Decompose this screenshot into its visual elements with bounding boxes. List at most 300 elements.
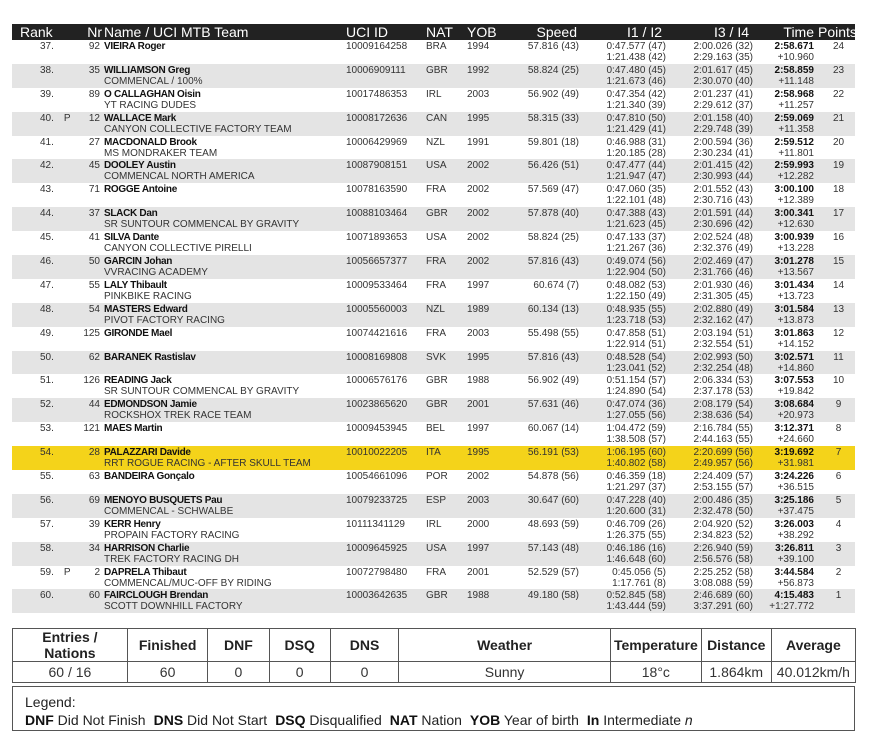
table-row <box>12 136 855 160</box>
uci-id: 10087908151 <box>346 160 408 172</box>
legend-desc: Did Not Start <box>187 712 268 728</box>
rider-cell <box>104 112 346 136</box>
intermediate-2: 1:22.914 (51) <box>606 338 666 350</box>
rank-value: 46. <box>40 256 54 268</box>
intermediate-3: 2:20.699 (56) <box>693 447 753 459</box>
bib-number: 71 <box>88 184 100 196</box>
header-nat: NAT <box>426 24 453 40</box>
rider-name: READING Jack <box>104 375 172 387</box>
summary-header: Average <box>771 629 855 662</box>
finish-time: 3:01.863 <box>774 327 814 339</box>
bib-number: 63 <box>88 471 100 483</box>
table-row <box>12 183 855 207</box>
team-name: MS MONDRAKER TEAM <box>104 147 218 159</box>
year-of-birth: 2002 <box>467 471 490 483</box>
uci-id: 10023865620 <box>346 399 408 411</box>
points: 20 <box>832 136 845 148</box>
summary-value: 0 <box>269 662 330 683</box>
intermediate-1: 0:47.228 (40) <box>606 494 666 506</box>
rank-value: 56. <box>40 494 54 506</box>
legend-abbr: In <box>586 712 600 728</box>
rank-cell <box>12 327 74 351</box>
nation: FRA <box>426 566 446 578</box>
team-name: ROCKSHOX TREK RACE TEAM <box>104 410 252 422</box>
intermediates-3-4 <box>672 136 759 160</box>
points: 8 <box>835 423 842 435</box>
intermediate-1: 0:46.359 (18) <box>606 471 666 483</box>
nation: POR <box>426 471 448 483</box>
intermediate-1: 0:48.528 (54) <box>606 351 666 363</box>
year-of-birth: 1989 <box>467 303 490 315</box>
finish-time: 3:08.684 <box>774 399 814 411</box>
intermediates-1-2 <box>585 207 672 231</box>
rank-value: 52. <box>40 399 54 411</box>
table-row <box>12 542 855 566</box>
intermediate-1: 0:48.935 (55) <box>606 303 666 315</box>
intermediate-2: 1:23.041 (52) <box>606 362 666 374</box>
time-cell <box>759 88 814 112</box>
intermediate-3: 2:01.237 (41) <box>693 88 753 100</box>
rider-name: WALLACE Mark <box>104 112 176 124</box>
rank-value: 57. <box>40 518 54 530</box>
nation: BRA <box>426 41 447 52</box>
rider-cell <box>104 351 346 375</box>
rank-value: 49. <box>40 327 54 339</box>
intermediate-1: 0:46.186 (16) <box>606 542 666 554</box>
summary-value: 1.864km <box>701 662 771 683</box>
table-row <box>12 518 855 542</box>
speed: 58.824 (25) <box>527 232 579 244</box>
team-name: TREK FACTORY RACING DH <box>104 553 240 565</box>
rider-cell <box>104 231 346 255</box>
summary-header: DNF <box>208 629 269 662</box>
intermediate-2: 1:40.802 (58) <box>606 458 666 470</box>
intermediate-2: 1:22.904 (50) <box>606 267 666 279</box>
intermediate-1: 0:47.577 (47) <box>606 41 666 52</box>
intermediate-2: 1:21.340 (39) <box>606 99 666 111</box>
finish-time: 3:01.584 <box>774 303 814 315</box>
intermediate-2: 1:24.890 (54) <box>606 386 666 398</box>
finish-time: 3:02.571 <box>774 351 814 363</box>
intermediates-3-4 <box>672 470 759 494</box>
summary-header: DNS <box>330 629 398 662</box>
rank-value: 53. <box>40 423 54 435</box>
header-i3-i4: I3 / I4 <box>713 24 749 40</box>
intermediate-2: 1:38.508 (57) <box>606 434 666 446</box>
points: 18 <box>832 184 845 196</box>
time-cell <box>759 470 814 494</box>
intermediates-1-2 <box>585 88 672 112</box>
nation: ITA <box>426 447 441 459</box>
finish-time: 2:59.993 <box>774 160 814 172</box>
time-cell <box>759 542 814 566</box>
time-gap: +39.100 <box>777 553 814 565</box>
year-of-birth: 1997 <box>467 279 490 291</box>
nation: ESP <box>426 494 447 506</box>
intermediate-1: 0:47.858 (51) <box>606 327 666 339</box>
intermediate-3: 2:26.940 (59) <box>693 542 753 554</box>
intermediate-2: 1:17.761 (8) <box>612 577 666 589</box>
table-row <box>12 112 855 136</box>
summary-value: Sunny <box>399 662 611 683</box>
rider-name: LALY Thibault <box>104 279 167 291</box>
intermediates-1-2 <box>585 136 672 160</box>
intermediates-3-4 <box>672 40 759 64</box>
summary-value: 60 / 16 <box>13 662 128 683</box>
intermediate-2: 1:21.429 (41) <box>606 123 666 135</box>
nation: IRL <box>426 518 442 530</box>
intermediates-1-2 <box>585 566 672 590</box>
rank-cell <box>12 136 74 160</box>
finish-time: 3:12.371 <box>774 423 814 435</box>
time-gap: +20.973 <box>777 410 814 422</box>
legend-items <box>25 712 701 728</box>
intermediate-4: 2:49.957 (56) <box>693 458 753 470</box>
intermediate-1: 0:49.074 (56) <box>606 256 666 268</box>
rider-cell <box>104 398 346 422</box>
rank-cell <box>12 542 74 566</box>
time-cell <box>759 207 814 231</box>
intermediates-1-2 <box>585 40 672 64</box>
team-name: PROPAIN FACTORY RACING <box>104 529 240 541</box>
bib-number: 28 <box>88 447 100 459</box>
intermediates-3-4 <box>672 303 759 327</box>
points: 4 <box>835 518 842 530</box>
nation: GBR <box>426 64 448 76</box>
time-cell <box>759 327 814 351</box>
table-row <box>12 327 855 351</box>
time-cell <box>759 494 814 518</box>
time-gap: +14.152 <box>777 338 814 350</box>
intermediates-1-2 <box>585 542 672 566</box>
speed: 56.902 (49) <box>527 88 579 100</box>
intermediates-3-4 <box>672 351 759 375</box>
intermediate-4: 2:37.178 (53) <box>693 386 753 398</box>
bib-number: 50 <box>88 256 100 268</box>
time-cell <box>759 183 814 207</box>
rider-cell <box>104 64 346 88</box>
intermediate-3: 2:01.552 (43) <box>693 184 753 196</box>
header-name: Name / UCI MTB Team <box>104 24 249 40</box>
intermediates-3-4 <box>672 159 759 183</box>
table-row <box>12 207 855 231</box>
nation: IRL <box>426 88 442 100</box>
intermediate-3: 2:16.784 (55) <box>693 423 753 435</box>
year-of-birth: 2003 <box>467 494 490 506</box>
legend-abbr: DNF <box>25 712 54 728</box>
nation: NZL <box>426 136 445 148</box>
intermediate-3: 2:02.993 (50) <box>693 351 753 363</box>
points: 24 <box>832 41 845 52</box>
rider-cell <box>104 255 346 279</box>
intermediate-1: 0:47.060 (35) <box>606 184 666 196</box>
rank-cell <box>12 518 74 542</box>
points: 7 <box>835 447 842 459</box>
nation: BEL <box>426 423 445 435</box>
bib-number: 35 <box>88 64 100 76</box>
time-gap: +13.723 <box>777 290 814 302</box>
rank-cell <box>12 255 74 279</box>
table-row <box>12 279 855 303</box>
rank-value: 54. <box>40 447 54 459</box>
bib-number: 27 <box>88 136 100 148</box>
team-name: COMMENCAL NORTH AMERICA <box>104 171 255 183</box>
summary-header: Entries / Nations <box>13 629 128 662</box>
time-gap: +1:27.772 <box>769 601 814 613</box>
finish-time: 3:00.341 <box>774 208 814 220</box>
time-cell <box>759 518 814 542</box>
intermediates-3-4 <box>672 374 759 398</box>
legend-desc: Did Not Finish <box>57 712 146 728</box>
intermediates-3-4 <box>672 589 759 613</box>
table-row <box>12 566 855 590</box>
intermediate-4: 2:29.163 (35) <box>693 52 753 63</box>
intermediate-3: 2:06.334 (53) <box>693 375 753 387</box>
intermediate-4: 2:31.305 (45) <box>693 290 753 302</box>
finish-time: 2:59.512 <box>774 136 814 148</box>
year-of-birth: 1988 <box>467 375 490 387</box>
speed: 30.647 (60) <box>527 494 579 506</box>
time-gap: +38.292 <box>777 529 814 541</box>
time-cell <box>759 40 814 64</box>
rank-value: 42. <box>40 160 54 172</box>
uci-id: 10009645925 <box>346 542 408 554</box>
table-row <box>12 64 855 88</box>
bib-number: 37 <box>88 208 100 220</box>
rider-name: ROGGE Antoine <box>104 184 177 196</box>
intermediate-2: 1:21.267 (36) <box>606 243 666 255</box>
team-name: COMMENCAL/MUC-OFF BY RIDING <box>104 577 272 589</box>
intermediate-3: 2:01.930 (46) <box>693 279 753 291</box>
intermediate-1: 0:46.709 (26) <box>606 518 666 530</box>
team-name: YT RACING DUDES <box>104 99 197 111</box>
summary-header: Distance <box>701 629 771 662</box>
intermediates-3-4 <box>672 422 759 446</box>
intermediates-3-4 <box>672 207 759 231</box>
bib-number: 62 <box>88 351 100 363</box>
race-summary-table <box>12 628 856 683</box>
finish-time: 3:25.186 <box>774 494 814 506</box>
legend-abbr: YOB <box>469 712 501 728</box>
points: 5 <box>835 494 842 506</box>
points: 9 <box>835 399 842 411</box>
bib-number: 60 <box>88 590 100 602</box>
intermediate-3: 2:02.469 (47) <box>693 256 753 268</box>
intermediates-1-2 <box>585 183 672 207</box>
rank-value: 58. <box>40 542 54 554</box>
intermediate-1: 0:47.074 (36) <box>606 399 666 411</box>
table-row <box>12 494 855 518</box>
table-row <box>12 398 855 422</box>
intermediate-2: 1:26.375 (55) <box>606 529 666 541</box>
uci-id: 10111341129 <box>346 518 405 530</box>
year-of-birth: 2001 <box>467 399 490 411</box>
legend-box <box>12 686 855 731</box>
rank-flag: P <box>63 112 71 124</box>
intermediates-1-2 <box>585 303 672 327</box>
nation: GBR <box>426 590 448 602</box>
points: 16 <box>832 232 845 244</box>
intermediates-3-4 <box>672 255 759 279</box>
rider-cell <box>104 279 346 303</box>
table-row <box>12 231 855 255</box>
uci-id: 10009164258 <box>346 41 408 52</box>
table-row <box>12 303 855 327</box>
finish-time: 3:26.003 <box>774 518 814 530</box>
intermediates-3-4 <box>672 566 759 590</box>
uci-id: 10010022205 <box>346 447 408 459</box>
results-table <box>12 24 855 613</box>
time-cell <box>759 303 814 327</box>
points: 11 <box>833 351 844 363</box>
intermediate-3: 2:01.415 (42) <box>693 160 753 172</box>
bib-number: 2 <box>94 566 100 578</box>
header-points: Points <box>818 24 857 40</box>
points: 2 <box>835 566 842 578</box>
year-of-birth: 2003 <box>467 327 490 339</box>
speed: 57.143 (48) <box>527 542 579 554</box>
intermediate-3: 2:01.591 (44) <box>693 208 753 220</box>
bib-number: 89 <box>88 88 100 100</box>
rider-name: BANDEIRA Gonçalo <box>104 471 195 483</box>
intermediates-1-2 <box>585 159 672 183</box>
rank-value: 45. <box>40 232 54 244</box>
nation: FRA <box>426 327 446 339</box>
uci-id: 10008169808 <box>346 351 408 363</box>
intermediate-4: 2:32.554 (51) <box>693 338 753 350</box>
rank-cell <box>12 351 74 375</box>
summary-value: 0 <box>330 662 398 683</box>
intermediate-1: 0:46.988 (31) <box>606 136 666 148</box>
speed: 56.902 (49) <box>527 375 579 387</box>
header-nr: Nr <box>87 24 102 40</box>
intermediate-1: 1:04.472 (59) <box>606 423 666 435</box>
time-cell <box>759 64 814 88</box>
intermediate-2: 1:20.185 (28) <box>606 147 666 159</box>
bib-number: 121 <box>83 423 100 435</box>
intermediate-1: 1:06.195 (60) <box>606 447 666 459</box>
intermediates-1-2 <box>585 255 672 279</box>
time-gap: +11.257 <box>778 99 814 111</box>
rider-cell <box>104 327 346 351</box>
rider-name: KERR Henry <box>104 518 161 530</box>
intermediates-1-2 <box>585 327 672 351</box>
year-of-birth: 1995 <box>467 112 490 124</box>
intermediate-3: 2:01.617 (45) <box>693 64 753 76</box>
rank-cell <box>12 446 74 470</box>
speed: 48.693 (59) <box>527 518 579 530</box>
time-cell <box>759 398 814 422</box>
speed: 49.180 (58) <box>527 590 579 602</box>
intermediate-2: 1:27.055 (56) <box>606 410 666 422</box>
intermediate-4: 2:29.612 (37) <box>693 99 753 111</box>
rank-value: 51. <box>40 375 54 387</box>
rank-value: 48. <box>40 303 54 315</box>
intermediates-1-2 <box>585 470 672 494</box>
intermediate-1: 0:47.354 (42) <box>606 88 666 100</box>
rank-value: 47. <box>40 279 54 291</box>
intermediate-3: 2:01.158 (40) <box>693 112 753 124</box>
points: 10 <box>832 375 845 387</box>
intermediate-4: 2:31.766 (46) <box>693 267 753 279</box>
table-row-highlighted <box>12 446 855 470</box>
time-gap: +36.515 <box>777 482 814 494</box>
intermediates-1-2 <box>585 446 672 470</box>
bib-number: 92 <box>88 41 100 52</box>
rider-name: DOOLEY Austin <box>104 160 176 172</box>
uci-id: 10009453945 <box>346 423 408 435</box>
rider-cell <box>104 183 346 207</box>
team-name: COMMENCAL - SCHWALBE <box>104 505 234 517</box>
speed: 56.426 (51) <box>527 160 579 172</box>
time-cell <box>759 112 814 136</box>
finish-time: 2:59.069 <box>774 112 814 124</box>
nation: CAN <box>426 112 448 124</box>
uci-id: 10006909111 <box>346 64 406 76</box>
speed: 56.191 (53) <box>527 447 579 459</box>
intermediate-2: 1:21.623 (45) <box>606 219 666 231</box>
intermediate-1: 0:51.154 (57) <box>606 375 666 387</box>
rider-name: FAIRCLOUGH Brendan <box>104 590 209 602</box>
intermediate-4: 3:08.088 (59) <box>693 577 753 589</box>
rank-value: 44. <box>40 208 54 220</box>
team-name: RRT ROGUE RACING - AFTER SKULL TEAM <box>104 458 311 470</box>
nation: USA <box>426 160 447 172</box>
uci-id: 10072798480 <box>346 566 408 578</box>
table-row <box>12 40 855 64</box>
year-of-birth: 2002 <box>467 208 490 220</box>
legend-abbr: NAT <box>389 712 418 728</box>
intermediates-1-2 <box>585 351 672 375</box>
finish-time: 3:26.811 <box>775 542 814 554</box>
bib-number: 41 <box>88 232 100 244</box>
intermediates-3-4 <box>672 398 759 422</box>
intermediates-1-2 <box>585 64 672 88</box>
rank-cell <box>12 566 74 590</box>
time-gap: +10.960 <box>777 52 814 63</box>
rider-cell <box>104 207 346 231</box>
rider-name: WILLIAMSON Greg <box>104 64 191 76</box>
points: 23 <box>832 64 845 76</box>
time-gap: +24.660 <box>777 434 814 446</box>
intermediates-1-2 <box>585 231 672 255</box>
rider-name: MACDONALD Brook <box>104 136 197 148</box>
year-of-birth: 2002 <box>467 232 490 244</box>
intermediate-4: 2:32.162 (47) <box>693 314 753 326</box>
rank-cell <box>12 589 74 613</box>
time-gap: +12.282 <box>777 171 814 183</box>
nation: GBR <box>426 399 448 411</box>
speed: 58.824 (25) <box>527 64 579 76</box>
rank-value: 41. <box>40 136 54 148</box>
intermediate-1: 0:47.810 (50) <box>606 112 666 124</box>
finish-time: 3:19.692 <box>774 447 814 459</box>
intermediate-1: 0:45.056 (5) <box>612 566 666 578</box>
uci-id: 10006429969 <box>346 136 408 148</box>
rank-value: 55. <box>40 471 54 483</box>
rank-cell <box>12 374 74 398</box>
nation: FRA <box>426 279 446 291</box>
legend-desc: Intermediate <box>603 712 682 728</box>
intermediate-2: 1:20.600 (31) <box>606 505 666 517</box>
table-row <box>12 374 855 398</box>
intermediate-1: 0:52.845 (58) <box>606 590 666 602</box>
intermediates-3-4 <box>672 112 759 136</box>
team-name: PINKBIKE RACING <box>104 290 192 302</box>
finish-time: 2:58.968 <box>774 88 814 100</box>
year-of-birth: 1994 <box>467 41 490 52</box>
intermediate-1: 0:47.480 (45) <box>606 64 666 76</box>
